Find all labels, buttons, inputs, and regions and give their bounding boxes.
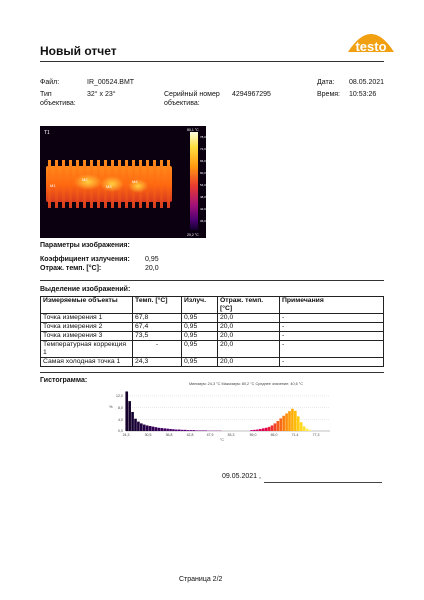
- histogram-bar: [250, 430, 253, 431]
- y-tick-label: 8,0: [118, 406, 123, 410]
- scale-tick: 60,0: [200, 171, 206, 175]
- table-cell: 20,0: [218, 341, 280, 358]
- histogram-bar: [271, 425, 274, 431]
- x-tick-label: 30,5: [144, 433, 152, 437]
- histogram-bar: [201, 430, 204, 431]
- histogram-bar: [300, 422, 303, 431]
- table-cell: Точка измерения 2: [41, 323, 133, 332]
- time-label: Время:: [317, 91, 341, 98]
- table-cell: 20,0: [218, 332, 280, 341]
- histogram-bar: [178, 430, 181, 431]
- table-cell: -: [280, 314, 384, 323]
- x-tick-label: 77,3: [312, 433, 320, 437]
- histogram-ylabel: %: [109, 404, 113, 409]
- histogram-bar: [187, 430, 190, 431]
- table-cell: 20,0: [218, 314, 280, 323]
- table-row: [41, 314, 384, 323]
- svg-text:testo: testo: [355, 39, 387, 54]
- histogram-bar: [265, 428, 268, 431]
- table-cell: 0,95: [182, 314, 218, 323]
- histogram-bar: [274, 423, 277, 431]
- histogram-bar: [256, 430, 259, 431]
- testo-logo: [342, 22, 400, 56]
- scale-tick: 78,0: [200, 135, 206, 139]
- scale-tick: 36,0: [200, 219, 206, 223]
- marker-m3: M3: [106, 184, 112, 189]
- histogram-xlabel: °C: [220, 438, 224, 442]
- histogram-bar: [163, 428, 166, 431]
- selection-heading: Выделение изображений:: [40, 286, 131, 293]
- x-tick-label: 71,4: [291, 433, 299, 437]
- x-tick-label: 53,3: [227, 433, 235, 437]
- histogram-bar: [253, 430, 256, 431]
- y-tick-label: 4,0: [118, 418, 123, 422]
- marker-m4: M4: [132, 179, 138, 184]
- table-cell: 0,95: [182, 358, 218, 367]
- table-cell: Самая холодная точка 1: [41, 358, 133, 367]
- histogram-bar: [160, 428, 163, 431]
- histogram-bar: [140, 423, 143, 431]
- scale-tick: 48,0: [200, 195, 206, 199]
- scale-min: 20,2 °C: [187, 233, 199, 237]
- date-value: 08.05.2021: [349, 79, 385, 86]
- histogram-bar: [294, 411, 297, 431]
- serial-value: 4294967295: [232, 91, 271, 98]
- histogram-bar: [181, 430, 184, 431]
- histogram-bar: [134, 419, 137, 431]
- histogram-heading: Гистограмма:: [40, 377, 88, 384]
- col-header: Темп. [°C]: [133, 297, 182, 314]
- histogram-chart: [106, 380, 338, 442]
- col-header: Измеряемые объекты: [41, 297, 133, 314]
- table-cell: 0,95: [182, 341, 218, 358]
- col-header: Излуч.: [182, 297, 218, 314]
- x-tick-label: 24,3: [122, 433, 130, 437]
- histogram-bar: [166, 429, 169, 431]
- histogram-bar: [285, 413, 288, 431]
- histogram-bar: [175, 430, 178, 431]
- emissivity-label: Коэффициент излучения:: [40, 256, 130, 263]
- col-header: Отраж. темп. [°C]: [218, 297, 280, 314]
- histogram-bar: [190, 430, 193, 431]
- file-value: IR_00524.BMT: [87, 79, 135, 86]
- histogram-bar: [128, 401, 131, 431]
- table-cell: -: [280, 358, 384, 367]
- histogram-bar: [291, 409, 294, 431]
- histogram-bar: [198, 430, 201, 431]
- x-tick-label: 47,9: [206, 433, 214, 437]
- histogram-bar: [195, 430, 198, 431]
- histogram-bar: [155, 427, 158, 431]
- histogram-bar: [277, 421, 280, 431]
- histogram-bar: [125, 391, 128, 431]
- histogram-bar: [158, 428, 161, 431]
- table-cell: Температурная коррекция 1: [41, 341, 133, 358]
- table-cell: 20,0: [218, 358, 280, 367]
- y-tick-label: 0,0: [118, 429, 123, 433]
- lens-label: Тип объектива:: [40, 91, 76, 107]
- section-rule: [40, 280, 384, 281]
- histogram-summary: Минимум: 24,3 °C Максимум: 80,2 °C Среднее значение: 40,6 °C: [188, 382, 304, 386]
- table-row: [41, 341, 384, 358]
- serial-label: Серийный номер объектива:: [164, 91, 220, 107]
- scale-tick: 42,0: [200, 207, 206, 211]
- emissivity-value: 0,95: [145, 256, 159, 263]
- signature-line: [264, 482, 382, 483]
- histogram-bar: [149, 426, 152, 431]
- histogram-bar: [143, 425, 146, 431]
- table-cell: 0,95: [182, 323, 218, 332]
- histogram-bar: [306, 429, 309, 431]
- table-header-row: [41, 297, 384, 314]
- table-cell: -: [280, 332, 384, 341]
- histogram-bar: [169, 429, 172, 431]
- measurements-table: [40, 296, 384, 367]
- image-params-heading: Параметры изображения:: [40, 242, 130, 249]
- histogram-bar: [146, 425, 149, 431]
- scale-max: 80,1 °C: [187, 128, 199, 132]
- table-row: [41, 323, 384, 332]
- table-cell: -: [280, 323, 384, 332]
- histogram-bar: [279, 418, 282, 431]
- table-cell: -: [280, 341, 384, 358]
- x-tick-label: 59,0: [249, 433, 257, 437]
- section-rule: [40, 372, 384, 373]
- x-tick-label: 36,8: [165, 433, 173, 437]
- histogram-bar: [288, 411, 291, 431]
- date-label: Дата:: [317, 79, 335, 86]
- table-cell: 67,4: [133, 323, 182, 332]
- scale-tick: 72,0: [200, 147, 206, 151]
- histogram-bar: [152, 427, 155, 431]
- scale-tick: 54,0: [200, 183, 206, 187]
- thermal-image: [40, 126, 206, 238]
- color-scale-bar: [190, 132, 198, 230]
- table-cell: 20,0: [218, 323, 280, 332]
- table-cell: Точка измерения 3: [41, 332, 133, 341]
- histogram-bar: [131, 412, 134, 431]
- histogram-bar: [282, 416, 285, 431]
- table-cell: 73,5: [133, 332, 182, 341]
- table-cell: 24,3: [133, 358, 182, 367]
- histogram-bar: [268, 427, 271, 431]
- page-number: Страница 2/2: [179, 576, 223, 583]
- x-tick-label: 65,0: [270, 433, 278, 437]
- table-cell: -: [133, 341, 182, 358]
- histogram-bar: [193, 430, 196, 431]
- report-title: Новый отчет: [40, 44, 117, 58]
- histogram-bar: [303, 426, 306, 431]
- table-cell: Точка измерения 1: [41, 314, 133, 323]
- refl-temp-value: 20,0: [145, 265, 159, 272]
- histogram-bar: [172, 429, 175, 431]
- histogram-bar: [262, 428, 265, 431]
- histogram-bar: [259, 429, 262, 431]
- x-tick-label: 42,8: [186, 433, 194, 437]
- histogram-bar: [309, 430, 312, 431]
- scale-tick: 66,0: [200, 159, 206, 163]
- header-rule: [40, 61, 384, 62]
- table-row: [41, 332, 384, 341]
- refl-temp-label: Отраж. темп. [°C]:: [40, 265, 102, 272]
- histogram-bar: [184, 430, 187, 431]
- table-cell: 67,8: [133, 314, 182, 323]
- col-header: Примечания: [280, 297, 384, 314]
- table-cell: 0,95: [182, 332, 218, 341]
- time-value: 10:53:26: [349, 91, 377, 98]
- marker-m1: M1: [50, 183, 56, 188]
- thermogram-corner-label: T1: [44, 130, 50, 136]
- signature-date: 09.05.2021 ,: [222, 473, 261, 480]
- lens-value: 32° x 23°: [87, 91, 116, 98]
- histogram-bar: [204, 430, 207, 431]
- marker-m2: M2: [82, 177, 88, 182]
- table-row: [41, 358, 384, 367]
- histogram-bar: [297, 416, 300, 431]
- file-label: Файл:: [40, 79, 60, 86]
- y-tick-label: 12,0: [116, 394, 123, 398]
- histogram-bar: [137, 422, 140, 431]
